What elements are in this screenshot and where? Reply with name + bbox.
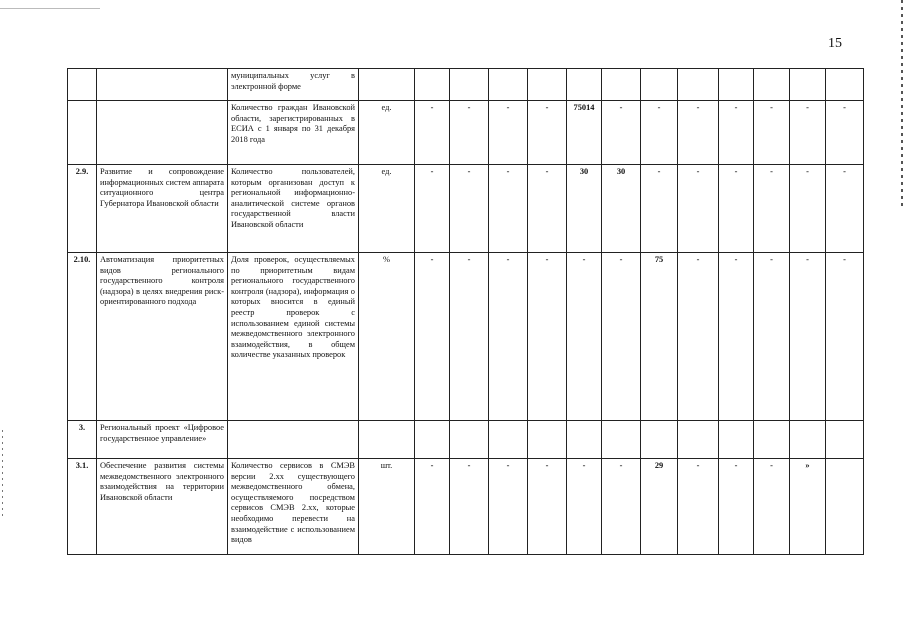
- value-cell: 30: [567, 165, 602, 253]
- value-cell: -: [489, 165, 528, 253]
- value-cell: -: [528, 165, 567, 253]
- value-cell: -: [719, 253, 754, 421]
- row-number: 2.10.: [68, 253, 97, 421]
- value-cell: -: [678, 253, 719, 421]
- value-cell: -: [415, 253, 450, 421]
- value-cell: -: [790, 253, 826, 421]
- value-cell: -: [489, 253, 528, 421]
- value-cell: -: [790, 165, 826, 253]
- value-cell: -: [678, 459, 719, 555]
- indicator-name: Количество пользователей, которым организован доступ к региональной информационно-аналитической системе органов государственной власти Ивановской области: [228, 165, 359, 253]
- row-number: [68, 101, 97, 165]
- page-number: 15: [828, 36, 842, 51]
- value-cell: -: [641, 165, 678, 253]
- value-cell: [790, 69, 826, 101]
- value-cell: [528, 69, 567, 101]
- value-cell: [754, 69, 790, 101]
- value-cell: -: [450, 101, 489, 165]
- value-cell: -: [450, 459, 489, 555]
- value-cell: -: [450, 253, 489, 421]
- measure-name: [97, 101, 228, 165]
- indicator-name: Количество сервисов в СМЭВ версии 2.хх существующего межведомственного обмена, осуществляемого посредством сервисов СМЭВ 2.хх, которые необходимо перевести на взаимодействие с использованием видов: [228, 459, 359, 555]
- value-cell: [678, 421, 719, 459]
- unit-cell: %: [359, 253, 415, 421]
- unit-cell: шт.: [359, 459, 415, 555]
- scan-left-mark: [2, 430, 3, 520]
- value-cell: -: [528, 459, 567, 555]
- value-cell: -: [602, 101, 641, 165]
- unit-cell: ед.: [359, 101, 415, 165]
- value-cell: [790, 421, 826, 459]
- value-cell: [602, 69, 641, 101]
- value-cell: -: [719, 165, 754, 253]
- value-cell: -: [826, 101, 864, 165]
- unit-cell: [359, 69, 415, 101]
- row-number: 2.9.: [68, 165, 97, 253]
- value-cell: [826, 69, 864, 101]
- measure-name: Развитие и сопровождение информационных систем аппарата ситуационного центра Губернатора Ивановской области: [97, 165, 228, 253]
- table-row: [68, 101, 864, 165]
- table-row: [68, 253, 864, 421]
- table-row: [68, 459, 864, 555]
- value-cell: [415, 421, 450, 459]
- scan-edge-line: [0, 8, 100, 9]
- value-cell: -: [719, 101, 754, 165]
- value-cell: [450, 69, 489, 101]
- value-cell: 75: [641, 253, 678, 421]
- row-number: 3.1.: [68, 459, 97, 555]
- value-cell: -: [678, 165, 719, 253]
- value-cell: -: [489, 101, 528, 165]
- value-cell: -: [602, 253, 641, 421]
- value-cell: -: [567, 459, 602, 555]
- value-cell: [826, 421, 864, 459]
- value-cell: 75014: [567, 101, 602, 165]
- value-cell: [641, 421, 678, 459]
- value-cell: -: [790, 101, 826, 165]
- value-cell: -: [450, 165, 489, 253]
- table-row: [68, 165, 864, 253]
- value-cell: -: [719, 459, 754, 555]
- value-cell: -: [826, 165, 864, 253]
- value-cell: -: [415, 165, 450, 253]
- table-row: [68, 421, 864, 459]
- value-cell: -: [826, 253, 864, 421]
- scan-edge-mark: [901, 0, 903, 210]
- value-cell: [489, 421, 528, 459]
- value-cell: [450, 421, 489, 459]
- value-cell: [754, 421, 790, 459]
- value-cell: [826, 459, 864, 555]
- value-cell: [678, 69, 719, 101]
- value-cell: -: [754, 101, 790, 165]
- table-row: [68, 69, 864, 101]
- unit-cell: [359, 421, 415, 459]
- value-cell: -: [567, 253, 602, 421]
- value-cell: [641, 69, 678, 101]
- value-cell: [719, 421, 754, 459]
- value-cell: -: [415, 459, 450, 555]
- value-cell: -: [641, 101, 678, 165]
- value-cell: [719, 69, 754, 101]
- measure-name: Автоматизация приоритетных видов регионального государственного контроля (надзора) в целях внедрения риск-ориентированного подхода: [97, 253, 228, 421]
- indicator-name: [228, 421, 359, 459]
- value-cell: [528, 421, 567, 459]
- unit-cell: ед.: [359, 165, 415, 253]
- value-cell: 29: [641, 459, 678, 555]
- value-cell: -: [754, 459, 790, 555]
- measure-name: [97, 69, 228, 101]
- value-cell: [567, 421, 602, 459]
- indicators-table: [67, 68, 864, 555]
- value-cell: -: [528, 253, 567, 421]
- value-cell: [567, 69, 602, 101]
- indicator-name: муниципальных услуг в электронной форме: [228, 69, 359, 101]
- value-cell: -: [489, 459, 528, 555]
- value-cell: [415, 69, 450, 101]
- measure-name: Региональный проект «Цифровое государственное управление»: [97, 421, 228, 459]
- row-number: 3.: [68, 421, 97, 459]
- value-cell: -: [415, 101, 450, 165]
- value-cell: -: [528, 101, 567, 165]
- indicator-name: Доля проверок, осуществляемых по приоритетным видам регионального государственного контроля (надзора), информация о которых вносится в единый реестр проверок с использованием единой системы межведомственного электронного взаимодействия, в общем количестве указанных проверок: [228, 253, 359, 421]
- value-cell: [602, 421, 641, 459]
- indicator-name: Количество граждан Ивановской области, зарегистрированных в ЕСИА с 1 января по 31 декабря 2018 года: [228, 101, 359, 165]
- value-cell: -: [754, 165, 790, 253]
- value-cell: 30: [602, 165, 641, 253]
- value-cell: -: [602, 459, 641, 555]
- value-cell: -: [678, 101, 719, 165]
- value-cell: -: [754, 253, 790, 421]
- row-number: [68, 69, 97, 101]
- measure-name: Обеспечение развития системы межведомственного электронного взаимодействия на территории Ивановской области: [97, 459, 228, 555]
- value-cell: »: [790, 459, 826, 555]
- value-cell: [489, 69, 528, 101]
